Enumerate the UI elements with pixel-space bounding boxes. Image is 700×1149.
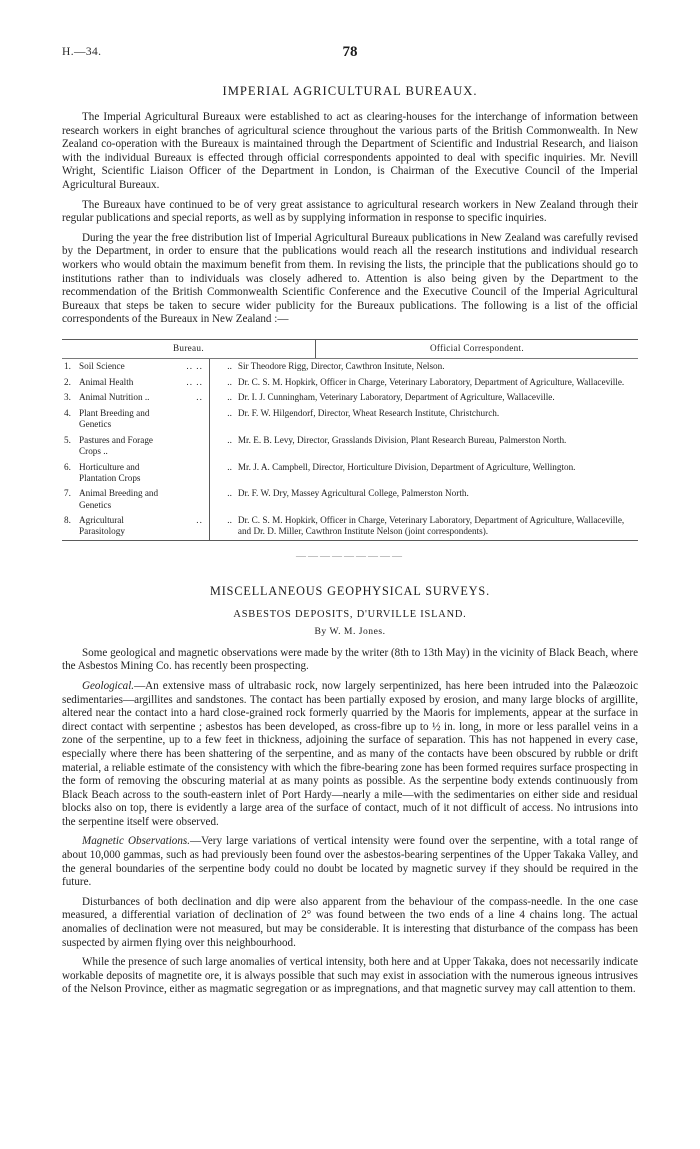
correspondent-name: Mr. J. A. Campbell, Director, Horticulture Division, Department of Agriculture, Wellington. bbox=[237, 461, 576, 472]
correspondents-table-wrapper bbox=[62, 339, 638, 541]
row-number: 8. bbox=[64, 515, 71, 526]
paragraph-bureaux-assistance: The Bureaux have continued to be of very great assistance to agricultural research workers in New Zealand through their regular publications and special reports, as well as by supplying information in response to specific inquiries. bbox=[62, 198, 638, 225]
bureau-name: Animal Breeding and Genetics bbox=[79, 488, 159, 510]
correspondent-name: Sir Theodore Rigg, Director, Cawthron Insitute, Nelson. bbox=[237, 361, 445, 372]
page-number: 78 bbox=[342, 44, 358, 60]
table-row bbox=[62, 390, 638, 406]
table-row bbox=[62, 406, 638, 433]
document-id: H.—34. bbox=[62, 46, 102, 58]
row-number: 2. bbox=[64, 376, 71, 387]
author-byline: By W. M. Jones. bbox=[314, 625, 386, 637]
row-number: 6. bbox=[64, 461, 71, 472]
bureau-name: Animal Health bbox=[79, 376, 134, 387]
row-leader: .. bbox=[209, 375, 232, 391]
row-number: 3. bbox=[64, 392, 71, 403]
bureau-name: Soil Science bbox=[79, 361, 125, 372]
row-leader: .. bbox=[209, 390, 232, 406]
table-header-row bbox=[62, 340, 638, 358]
correspondents-table bbox=[62, 340, 638, 358]
correspondents-table-body bbox=[62, 359, 638, 540]
paragraph-bureaux-intro: The Imperial Agricultural Bureaux were established to act as clearing-houses for the interchange of information between research workers in eight branches of agricultural science throughout the various parts of the British Commonwealth. In New Zealand co-operation with the Bureaux is maintained through the Department of Scientific and Industrial Research, and liaison with the individual Bureaux is effected through official correspondents appointed to deal with specific inquiries. Mr. Nevill Wright, Scientific Liaison Officer of the Department in London, is Chairman of the Executive Council of the Imperial Agricultural Bureaux. bbox=[62, 111, 638, 191]
table-row bbox=[62, 359, 638, 375]
bureau-leader-dots: .. .. bbox=[186, 361, 203, 372]
page-header bbox=[62, 44, 638, 66]
bureau-leader-dots bbox=[177, 486, 210, 513]
row-leader: .. bbox=[209, 359, 232, 375]
label-magnetic-observations: Magnetic Observations. bbox=[82, 835, 190, 848]
paragraph-bureaux-distribution: During the year the free distribution list of Imperial Agricultural Bureaux publications in New Zealand was carefully revised by the Department, in order to ensure that the publications would reach all the research institutions and individual research workers who would obtain the maximum benefit from them. In revising the lists, the principle that the publications should go to institutions rather than to individuals was closely adhered to. Attention is also being given by the Department to the recommendation of the British Commonwealth Scientific Conference and the Executive Council of the Imperial Agricultural Bureaux that steps be taken to secure wider publicity for the Bureaux publications. The following is a list of the official correspondents of the Bureaux in New Zealand :— bbox=[62, 231, 638, 326]
correspondent-name: Dr. C. S. M. Hopkirk, Officer in Charge, Veterinary Laboratory, Department of Agriculture, Wallaceville, and Dr. D. Miller, Cawthron Institute Nelson (joint correspondents). bbox=[237, 515, 625, 537]
subsection-title-asbestos-deposits: ASBESTOS DEPOSITS, D'URVILLE ISLAND. bbox=[233, 608, 467, 620]
table-row bbox=[62, 486, 638, 513]
paragraph-magnetic-observations bbox=[62, 835, 638, 889]
row-number: 1. bbox=[64, 361, 71, 372]
section-title-imperial-agricultural-bureaux: IMPERIAL AGRICULTURAL BUREAUX. bbox=[222, 84, 478, 98]
correspondent-name: Mr. E. B. Levy, Director, Grasslands Division, Plant Research Bureau, Palmerston North. bbox=[237, 434, 567, 445]
table-bottom-rule bbox=[62, 540, 638, 541]
row-number: 7. bbox=[64, 488, 71, 499]
page-content bbox=[62, 44, 638, 1003]
row-number: 5. bbox=[64, 434, 71, 445]
correspondent-name: Dr. I. J. Cunningham, Veterinary Laboratory, Department of Agriculture, Wallaceville. bbox=[237, 392, 555, 403]
correspondent-name: Dr. F. W. Hilgendorf, Director, Wheat Research Institute, Christchurch. bbox=[237, 408, 500, 419]
bureau-name: Animal Nutrition .. bbox=[79, 392, 150, 403]
table-row bbox=[62, 513, 638, 540]
section-separator: ————————— bbox=[296, 550, 404, 562]
table-row bbox=[62, 375, 638, 391]
row-leader: .. bbox=[209, 486, 232, 513]
paragraph-anomalies: While the presence of such large anomalies of vertical intensity, both here and at Upper Takaka, does not necessarily indicate workable deposits of magnetite ore, it is always possible that such may exist in association with the numerous igneous intrusives of the Nelson Province, either as magmatic segregation or as impregnations, and that magnetic survey may call attention to them. bbox=[62, 956, 638, 996]
text-geological: —An extensive mass of ultrabasic rock, now largely serpentinized, has here been intruded into the Palæozoic sedimentaries—argillites and sandstones. The contact has been partially exposed by erosion, and many large blocks of argillite, altered near the contact into a hard close-grained rock formerly quarried by the Maoris for implements, appear at the surface in direct contact with serpentine ; asbestos has been developed, as cross-fibre up to ½ in. long, in more or less parallel veins in a zone of the serpentine, up to a few feet in thickness, adjoining the surface of separation. This has not happened in every case, especially where there has been shattering of the serpentine, and as many of the contacts have been obscured by rubble or drift material, a reliable estimate of the consistency with which the fibre-bearing zone has been formed requires surface prospecting in the form of removing the obscuring material at as many points as possible. As the serpentine body extends continuously from Black Beach across to the south-eastern inlet of Port Hardy—nearly a mile—with the sedimentaries on either side and residual blocks also on top, there is evidently a large area of the surface of contact, much of it not difficult of access. No intrusions into the serpentine itself were observed. bbox=[62, 679, 638, 828]
row-leader: .. bbox=[209, 513, 232, 540]
column-header-bureau: Bureau. bbox=[173, 342, 204, 353]
table-head bbox=[62, 340, 638, 358]
bureau-leader-dots: .. bbox=[196, 392, 203, 403]
bureau-name: Horticulture and Plantation Crops bbox=[79, 461, 141, 483]
paragraph-disturbances: Disturbances of both declination and dip were also apparent from the behaviour of the compass-needle. In the one case measured, a differential variation of declination of 2° was found between the two ends of a line 4 chains long. The actual anomalies of declination were not measured, but may be considerable. It is interesting that disturbance of the compass has been suspected by airmen flying over this neighbourhood. bbox=[62, 895, 638, 949]
column-header-correspondent: Official Correspondent. bbox=[315, 340, 638, 358]
bureau-leader-dots: .. .. bbox=[186, 376, 203, 387]
row-leader: .. bbox=[209, 433, 232, 460]
row-number: 4. bbox=[64, 408, 71, 419]
correspondent-name: Dr. F. W. Dry, Massey Agricultural College, Palmerston North. bbox=[237, 488, 469, 499]
bureau-leader-dots bbox=[177, 433, 210, 460]
table-row bbox=[62, 433, 638, 460]
bureau-name: Pastures and Forage Crops .. bbox=[79, 434, 153, 457]
row-leader: .. bbox=[209, 459, 232, 486]
table-row bbox=[62, 459, 638, 486]
bureau-leader-dots bbox=[177, 406, 210, 433]
paragraph-geophysical-intro: Some geological and magnetic observations were made by the writer (8th to 13th May) in the vicinity of Black Beach, where the Asbestos Mining Co. has recently been prospecting. bbox=[62, 646, 638, 673]
bureau-leader-dots bbox=[177, 459, 210, 486]
section-title-geophysical-surveys: MISCELLANEOUS GEOPHYSICAL SURVEYS. bbox=[209, 583, 491, 598]
bureau-leader-dots: .. bbox=[196, 515, 203, 526]
paragraph-geological bbox=[62, 680, 638, 830]
text-magnetic-observations: —Very large variations of vertical intensity were found over the serpentine, with a total range of about 10,000 gammas, such as had previously been found over the asbestos-bearing serpentines of the Upper Takaka Valley, and the general boundaries of the serpentine body could no doubt be located by magnetic survey if they should be required in the future. bbox=[62, 835, 638, 889]
correspondent-name: Dr. C. S. M. Hopkirk, Officer in Charge, Veterinary Laboratory, Department of Agriculture, Wallaceville. bbox=[237, 376, 625, 387]
bureau-name: Plant Breeding and Genetics bbox=[79, 408, 150, 430]
row-leader: .. bbox=[209, 406, 232, 433]
label-geological: Geological. bbox=[82, 679, 135, 692]
bureau-name: Agricultural Parasitology bbox=[79, 515, 125, 537]
